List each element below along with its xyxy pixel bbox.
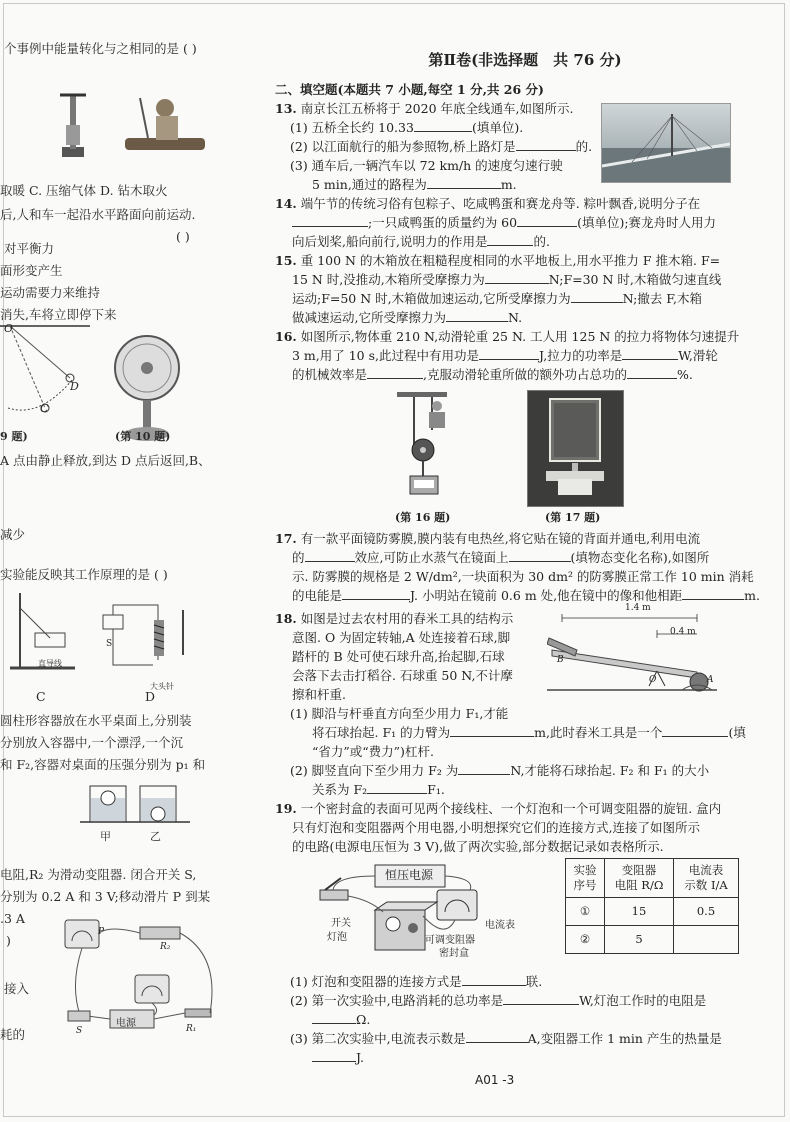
q13-sub3: (3) 通车后,一辆汽车以 72 km/h 的速度匀速行驶 <box>290 158 563 173</box>
q14-text-1: 端午节的传统习俗有包粽子、吃咸鸭蛋和赛龙舟等. 粽叶飘香,说明分子在 <box>300 196 701 211</box>
q17-text-4b: J. 小明站在镜前 0.6 m 处,他在镜中的像和他相距 <box>410 588 683 603</box>
q16-blank-4[interactable] <box>627 366 677 379</box>
q13-number: 13. <box>275 101 297 116</box>
q14-blank-3[interactable] <box>487 233 533 246</box>
table-row <box>566 926 739 954</box>
q19-line2: 只有灯泡和变阻器两个用电器,小明想探究它们的连接方式,连接了如图所示 <box>292 820 700 835</box>
q18-s1-tail: (填 <box>728 725 746 740</box>
q16-line1 <box>275 327 739 347</box>
left-line-20: 分别为 0.2 A 和 3 V;移动滑片 P 到某 <box>0 889 211 904</box>
left-line-7: 运动需要力来维持 <box>0 285 101 300</box>
table-header-row <box>566 859 739 898</box>
q14-line2 <box>292 213 716 233</box>
q15-line3 <box>292 289 702 309</box>
q14-blank-1[interactable] <box>292 214 368 227</box>
left-line-13: 实验能反映其工作原理的是 ( ) <box>0 567 168 582</box>
q19-blank-2[interactable] <box>503 992 579 1005</box>
q16-blank-2[interactable] <box>622 347 678 360</box>
q14-text-2a: ;一只咸鸭蛋的质量约为 60 <box>368 215 518 230</box>
label-ammeter: 电流表 <box>485 920 515 931</box>
header-trial-l2: 序号 <box>573 878 597 892</box>
left-line-8: 消失,车将立即停下来 <box>0 307 117 322</box>
q16-line2 <box>292 346 718 366</box>
q13-blank-2[interactable] <box>516 138 576 151</box>
q17-text-2c: (填物态变化名称),如图所 <box>570 550 710 565</box>
dim-0-4m: 0.4 m <box>670 627 696 637</box>
dim-1-4m: 1.4 m <box>625 603 651 613</box>
q16-text-2a: 3 m,用了 10 s,此过程中有用功是 <box>292 348 479 363</box>
q13-sub1 <box>290 118 523 138</box>
label-c: C <box>40 402 49 415</box>
q18-line1 <box>275 609 513 629</box>
q18-line3: 踏杆的 B 处可使石球升高,抬起脚,石球 <box>292 649 505 664</box>
left-line-4: ( ) <box>176 229 190 244</box>
q13-s2-text: (2) 以江面航行的船为参照物,桥上路灯是 <box>290 139 516 154</box>
q16-text-3b: ,克服动滑轮重所做的额外功占总功的 <box>423 367 627 382</box>
q13-blank-3[interactable] <box>427 176 501 189</box>
q19-sub2 <box>290 991 706 1011</box>
left-figure-containers <box>80 778 190 828</box>
label-pins: 大头针 <box>150 682 174 691</box>
left-option-d: D <box>145 689 156 704</box>
left-figure-pump <box>40 85 100 165</box>
q18-sub1-line2 <box>312 723 746 743</box>
left-line-1: 个事例中能量转化与之相同的是 ( ) <box>4 41 197 56</box>
left-line-22: ) <box>6 933 11 948</box>
q17-text-1: 有一款平面镜防雾膜,膜内装有电热丝,将它贴在镜的背面并通电,利用电流 <box>300 531 701 546</box>
experiment-table <box>565 858 739 954</box>
left-figure-fire-drill <box>120 88 210 158</box>
q18-sub2-line2 <box>312 780 445 800</box>
q18-blank-4[interactable] <box>367 781 427 794</box>
cell-res-2: 5 <box>605 926 674 954</box>
header-trial <box>566 859 605 898</box>
q18-s1-text: 将石球抬起. F₁ 的力臂为 <box>312 725 451 740</box>
cell-trial-2: ② <box>566 926 605 954</box>
label-power: 电源 <box>116 1018 136 1029</box>
label-sealed-box: 密封盒 <box>439 948 469 959</box>
label-r1: R₁ <box>186 1024 197 1034</box>
q15-line4 <box>292 308 522 328</box>
q13-s1-tail: (填单位). <box>471 120 524 135</box>
q15-line1 <box>275 251 720 271</box>
header-current <box>674 859 739 898</box>
cell-res-1: 15 <box>605 898 674 926</box>
label-d: D <box>70 380 79 393</box>
cell-cur-1: 0.5 <box>674 898 739 926</box>
q19-s2-unit: Ω. <box>356 1012 371 1027</box>
label-switch: 开关 <box>331 918 351 929</box>
q19-sub3-cont <box>312 1048 364 1068</box>
header-res-l1: 变阻器 <box>621 863 657 877</box>
left-line-11: A 点由静止释放,到达 D 点后返回,B、 <box>0 453 211 468</box>
q18-s2-tail: N,才能将石球抬起. F₂ 和 F₁ 的大小 <box>510 763 710 778</box>
q18-line2: 意图. O 为固定转轴,A 处连接着石球,脚 <box>292 630 511 645</box>
label-p: P <box>98 927 105 937</box>
q16-line3 <box>292 365 693 385</box>
q15-text-4a: 做减速运动,它所受摩擦力为 <box>292 310 446 325</box>
q19-s3-unit: J. <box>356 1050 365 1065</box>
left-figure-pendulum <box>0 318 100 418</box>
q17-line3: 示. 防雾膜的规格是 2 W/dm²,一块面积为 30 dm² 的防雾膜正常工作 10 min 消耗 <box>292 569 754 584</box>
label-s2: S <box>76 1026 83 1036</box>
q17-text-4c: m. <box>744 588 760 603</box>
q16-text-2b: J,拉力的功率是 <box>539 348 623 363</box>
q13-sub2 <box>290 137 592 157</box>
q15-blank-1[interactable] <box>485 271 549 284</box>
q18-line4: 会落下去击打稻谷. 石球重 50 N,不计摩 <box>292 668 513 683</box>
label-switch-s: S <box>106 639 113 649</box>
q13-s1-text: (1) 五桥全长约 10.33 <box>290 120 414 135</box>
q18-s2-end: F₁. <box>427 782 445 797</box>
left-line-21: .3 A <box>0 911 25 926</box>
q16-text-3a: 的机械效率是 <box>292 367 368 382</box>
table-row <box>566 898 739 926</box>
left-line-17: 和 F₂,容器对桌面的压强分别为 p₁ 和 <box>0 757 206 772</box>
q19-s1-tail: 联. <box>525 974 543 989</box>
q14-number: 14. <box>275 196 297 211</box>
q19-text-1: 一个密封盒的表面可见两个接线柱、一个灯泡和一个可调变阻器的旋钮. 盒内 <box>300 801 722 816</box>
q13-blank-1[interactable] <box>414 119 472 132</box>
label-jia: 甲 <box>100 830 111 843</box>
header-cur-l1: 电流表 <box>688 863 724 877</box>
left-column-cropped <box>0 30 255 1110</box>
q15-text-3b: N;撤去 F,木箱 <box>622 291 702 306</box>
q17-text-2a: 的 <box>292 550 305 565</box>
q18-text-1: 如图是过去农村用的舂米工具的结构示 <box>300 611 514 626</box>
label-straight-wire: 直导线 <box>38 659 62 668</box>
q16-number: 16. <box>275 329 297 344</box>
q17-number: 17. <box>275 531 297 546</box>
q18-number: 18. <box>275 611 297 626</box>
q15-blank-2[interactable] <box>571 290 623 303</box>
cell-cur-2 <box>674 926 739 954</box>
q15-text-3a: 运动;F=50 N 时,木箱做加速运动,它所受摩擦力为 <box>292 291 571 306</box>
q14-text-3a: 向后划桨,船向前行,说明力的作用是 <box>292 234 488 249</box>
mirror-photo <box>527 390 624 507</box>
q13-s3-tail: m. <box>500 177 517 192</box>
q13-stem <box>275 99 573 119</box>
q17-blank-4[interactable] <box>682 587 744 600</box>
q19-line1 <box>275 799 721 819</box>
q18-sub1-line3: “省力”或“费力”)杠杆. <box>312 744 434 759</box>
q18-blank-2[interactable] <box>662 724 728 737</box>
q13-s2-tail: 的. <box>575 139 593 154</box>
q15-line2 <box>292 270 721 290</box>
q19-sub1 <box>290 972 542 992</box>
q18-s2-rel: 关系为 F₂ <box>312 782 368 797</box>
q14-blank-2[interactable] <box>517 214 577 227</box>
q19-sub2-cont <box>312 1010 370 1030</box>
q19-s1-text: (1) 灯泡和变阻器的连接方式是 <box>290 974 462 989</box>
q16-blank-1[interactable] <box>479 347 539 360</box>
q17-blank-3[interactable] <box>342 587 410 600</box>
label-const-supply: 恒压电源 <box>385 868 434 882</box>
q13-sub3-cont <box>312 175 517 195</box>
cell-trial-1: ① <box>566 898 605 926</box>
q17-line1 <box>275 529 700 549</box>
q19-blank-4[interactable] <box>466 1030 528 1043</box>
q15-blank-3[interactable] <box>446 309 508 322</box>
left-line-2: 取暖 C. 压缩气体 D. 钻木取火 <box>0 183 168 198</box>
label-r2: R₂ <box>160 942 171 952</box>
label-rheostat: 可调变阻器 <box>425 935 475 946</box>
q18-s1-mid: m,此时舂米工具是一个 <box>534 725 663 740</box>
left-line-24: 耗的 <box>0 1027 26 1042</box>
caption-fig16: (第 16 题) <box>395 511 451 524</box>
q15-text-4b: N. <box>507 310 523 325</box>
label-o: O <box>4 322 14 335</box>
q18-sub2-line1 <box>290 761 709 781</box>
header-cur-l2: 示数 I/A <box>684 878 728 892</box>
q17-blank-2[interactable] <box>509 549 571 562</box>
bridge-photo <box>601 103 731 183</box>
q15-text-2a: 15 N 时,没推动,木箱所受摩擦力为 <box>292 272 485 287</box>
label-o-pivot: O <box>649 675 657 685</box>
q13-text: 南京长江五桥将于 2020 年底全线通车,如图所示. <box>300 101 574 116</box>
q19-line3: 的电路(电源电压恒为 3 V),做了两次实验,部分数据记录如表格所示. <box>292 839 664 854</box>
left-line-12: 减少 <box>0 527 26 542</box>
left-option-c: C <box>36 689 46 704</box>
q18-blank-3[interactable] <box>458 762 510 775</box>
q15-text-2b: N;F=30 N 时,木箱做匀速直线 <box>548 272 722 287</box>
q19-blank-1[interactable] <box>462 973 526 986</box>
header-resistance <box>605 859 674 898</box>
q18-blank-1[interactable] <box>450 724 534 737</box>
part-heading: 二、填空题(本题共 7 小题,每空 1 分,共 26 分) <box>275 82 544 97</box>
q19-sub3 <box>290 1029 722 1049</box>
header-res-l2: 电阻 R/Ω <box>614 878 664 892</box>
label-b: B <box>557 655 564 665</box>
q19-blank-3[interactable] <box>312 1011 356 1024</box>
q19-s3-text: (3) 第二次实验中,电流表示数是 <box>290 1031 466 1046</box>
q15-number: 15. <box>275 253 297 268</box>
q13-s3-text: 5 min,通过的路程为 <box>312 177 427 192</box>
q17-line2 <box>292 548 709 568</box>
left-line-23: 接入 <box>4 981 30 996</box>
q17-text-2b: 效应,可防止水蒸气在镜面上 <box>354 550 509 565</box>
q18-sub1-line1: (1) 脚沿与杆垂直方向至少用力 F₁,才能 <box>290 706 509 721</box>
q19-blank-5[interactable] <box>312 1049 356 1062</box>
left-caption-10: (第 10 题) <box>115 430 171 443</box>
q16-text-2c: W,滑轮 <box>678 348 718 363</box>
q17-line4 <box>292 586 760 606</box>
left-caption-9: 9 题) <box>0 430 28 443</box>
section-title: 第Ⅱ卷(非选择题 共 76 分) <box>428 51 622 69</box>
q16-text-3c: %. <box>677 367 693 382</box>
left-line-3: 后,人和车一起沿水平路面向前运动. <box>0 207 196 222</box>
label-a: A <box>707 675 714 685</box>
left-figure-electromagnet <box>98 600 208 670</box>
q14-text-3b: 的. <box>533 234 550 249</box>
rice-pounder-diagram <box>547 610 717 700</box>
q19-s2-tail: W,灯泡工作时的电阻是 <box>579 993 707 1008</box>
right-column <box>275 0 775 1122</box>
q16-blank-3[interactable] <box>367 366 423 379</box>
caption-fig17: (第 17 题) <box>545 511 601 524</box>
left-line-6: 面形变产生 <box>0 263 63 278</box>
q19-s2-text: (2) 第一次实验中,电路消耗的总功率是 <box>290 993 504 1008</box>
page-number: A01 -3 <box>475 1073 515 1087</box>
label-yi: 乙 <box>150 830 161 843</box>
q14-text-2b: (填单位);赛龙舟时人用力 <box>577 215 717 230</box>
q17-blank-1[interactable] <box>305 549 355 562</box>
q14-line1 <box>275 194 700 214</box>
q18-s2-text: (2) 脚竖直向下至少用力 F₂ 为 <box>290 763 459 778</box>
left-line-5: 对平衡力 <box>4 241 55 256</box>
header-trial-l1: 实验 <box>573 863 597 877</box>
q16-text-1: 如图所示,物体重 210 N,动滑轮重 25 N. 工人用 125 N 的拉力将物体匀速提升 <box>300 329 740 344</box>
left-line-16: 分别放入容器中,一个漂浮,一个沉 <box>0 735 183 750</box>
pulley-figure <box>392 390 452 502</box>
q18-line5: 擦和杆重. <box>292 687 346 702</box>
left-line-15: 圆柱形容器放在水平桌面上,分别装 <box>0 713 192 728</box>
q19-s3-tail: A,变阻器工作 1 min 产生的热量是 <box>527 1031 722 1046</box>
q19-number: 19. <box>275 801 297 816</box>
label-bulb: 灯泡 <box>327 932 347 943</box>
q15-text-1: 重 100 N 的木箱放在粗糙程度相同的水平地板上,用水平推力 F 推木箱. F= <box>300 253 721 268</box>
q14-line3 <box>292 232 550 252</box>
q17-text-4a: 的电能是 <box>292 588 343 603</box>
left-line-19: 电阻,R₂ 为滑动变阻器. 闭合开关 S, <box>0 867 197 882</box>
